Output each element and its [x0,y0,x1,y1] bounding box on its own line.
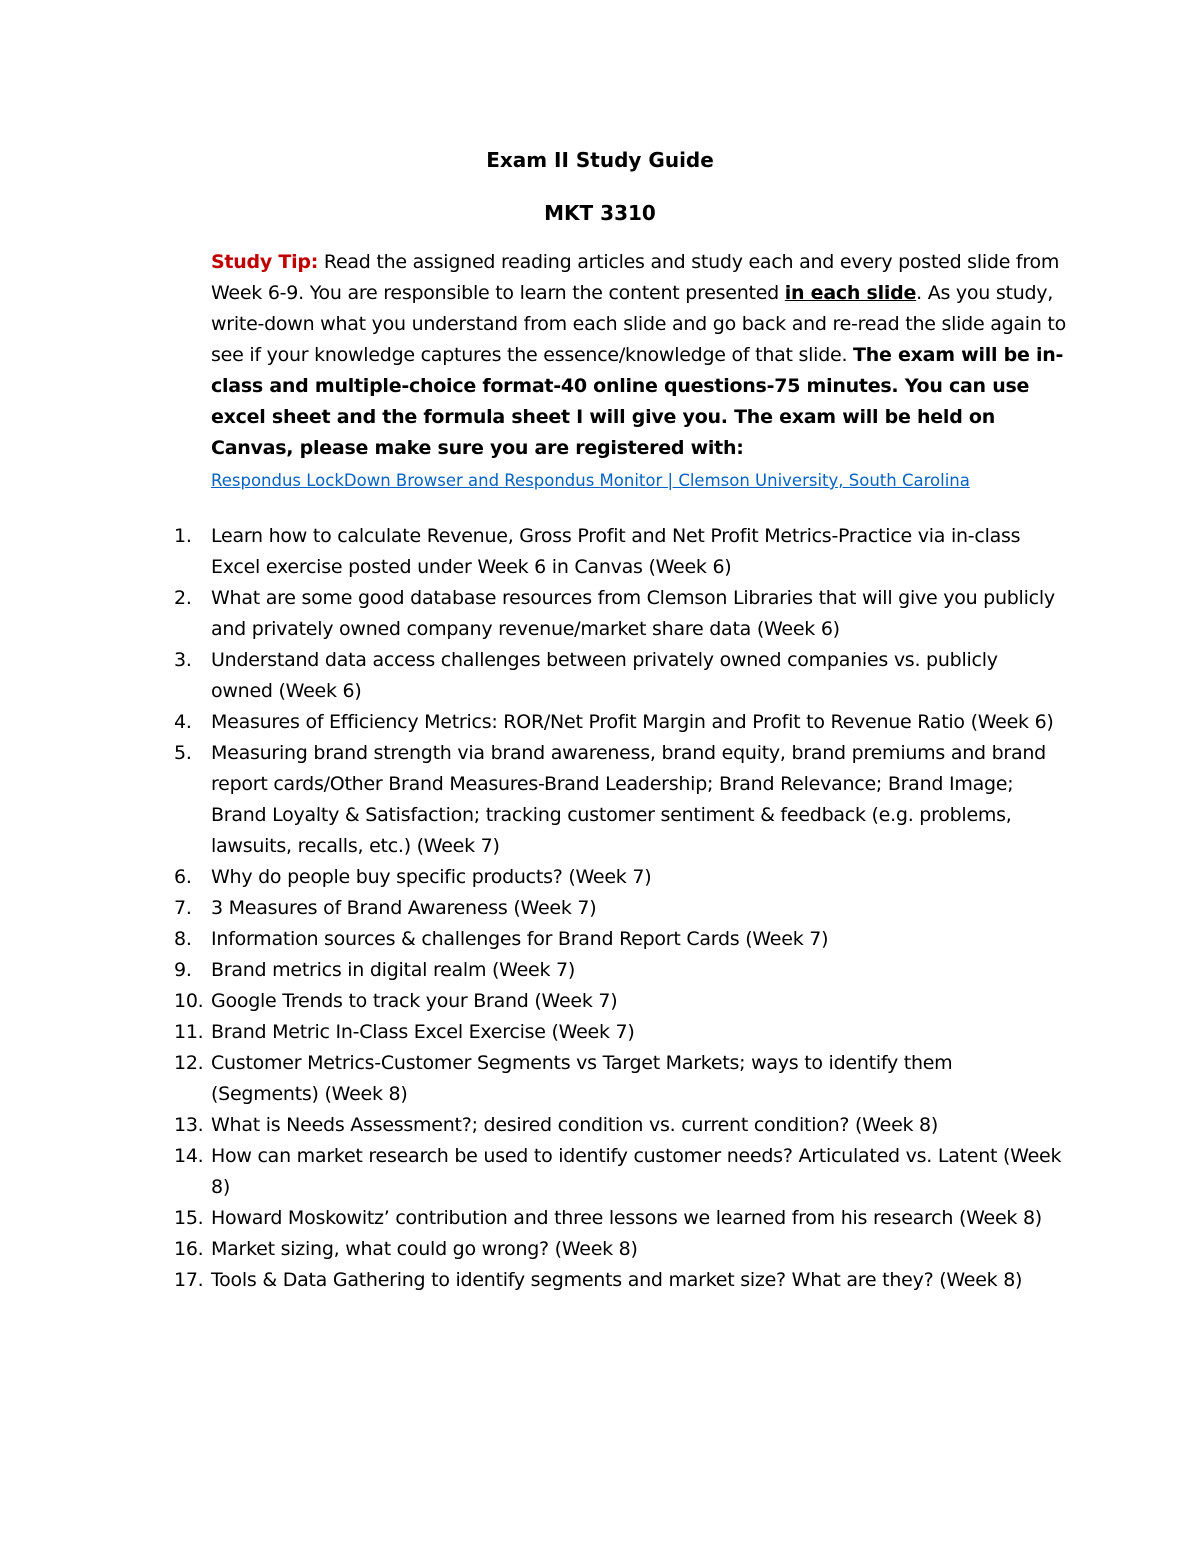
list-item-number: 15. [174,1207,204,1229]
list-item [0,707,1063,738]
list-item-text: How can market research be used to identify customer needs? Articulated vs. Latent (Week 8) [211,1145,1062,1198]
list-item-number: 1. [174,525,192,547]
list-item-text: Measuring brand strength via brand awareness, brand equity, brand premiums and brand report cards/Other Brand Measures-Brand Leadership; Brand Relevance; Brand Image; Brand Loyalty & Satisfaction; tracking customer sentiment & feedback (e.g. problems, lawsuits, recalls, etc.) (Week 7) [211,742,1046,857]
list-item-number: 12. [174,1052,204,1074]
list-item-text: Market sizing, what could go wrong? (Week 8) [211,1238,638,1260]
list-item-number: 5. [174,742,192,764]
list-item-number: 3. [174,649,192,671]
course-code: MKT 3310 [544,201,656,225]
list-item-text: Tools & Data Gathering to identify segments and market size? What are they? (Week 8) [211,1269,1023,1291]
list-item [0,1048,1063,1110]
list-item-number: 10. [174,990,204,1012]
list-item-text: Brand metrics in digital realm (Week 7) [211,959,576,981]
list-item [0,1203,1063,1234]
list-item [0,1234,1063,1265]
list-item-number: 16. [174,1238,204,1260]
list-item-text: Howard Moskowitz’ contribution and three lessons we learned from his research (Week 8) [211,1207,1042,1229]
list-item-text: Learn how to calculate Revenue, Gross Profit and Net Profit Metrics-Practice via in-class Excel exercise posted under Week 6 in Canvas (Week 6) [211,525,1021,578]
list-item [0,893,1063,924]
list-item [0,924,1063,955]
list-item-text: Why do people buy specific products? (Week 7) [211,866,652,888]
list-item-text: Google Trends to track your Brand (Week 7) [211,990,618,1012]
study-tip-text-2: . As you study, write-down what you understand from each slide and go back and re-read the slide again to see if your knowledge captures the essence/knowledge of that slide. [211,282,1066,366]
list-item-number: 7. [174,897,192,919]
list-item [0,583,1063,645]
study-topics-list [0,521,1200,1296]
study-tip-label: Study Tip: [211,251,319,273]
list-item-text: Information sources & challenges for Brand Report Cards (Week 7) [211,928,829,950]
list-item [0,1141,1063,1203]
document-title: Exam II Study Guide [486,148,714,172]
list-item-text: Understand data access challenges between privately owned companies vs. publicly owned (Week 6) [211,649,998,702]
study-tip-text-1: Read the assigned reading articles and study each and every posted slide from Week 6-9. You are responsible to learn the content presented [211,251,1060,304]
list-item [0,738,1063,862]
list-item [0,986,1063,1017]
list-item-number: 11. [174,1021,204,1043]
list-item [0,1265,1063,1296]
study-tip-paragraph [211,247,1071,496]
list-item [0,955,1063,986]
list-item-number: 4. [174,711,192,733]
list-item-text: Customer Metrics-Customer Segments vs Target Markets; ways to identify them (Segments) (Week 8) [211,1052,953,1105]
list-item [0,1017,1063,1048]
list-item-number: 17. [174,1269,204,1291]
list-item-text: 3 Measures of Brand Awareness (Week 7) [211,897,597,919]
list-item [0,1110,1063,1141]
list-item-number: 8. [174,928,192,950]
list-item [0,862,1063,893]
list-item-number: 9. [174,959,192,981]
list-item-text: Measures of Efficiency Metrics: ROR/Net Profit Margin and Profit to Revenue Ratio (Week 6) [211,711,1054,733]
list-item [0,645,1063,707]
list-item-number: 13. [174,1114,204,1136]
list-item-text: What is Needs Assessment?; desired condition vs. current condition? (Week 8) [211,1114,939,1136]
list-item [0,521,1063,583]
list-item-number: 14. [174,1145,204,1167]
respondus-link[interactable]: Respondus LockDown Browser and Respondus Monitor | Clemson University, South Carolina [211,471,970,490]
list-item-number: 2. [174,587,192,609]
list-item-number: 6. [174,866,192,888]
exam-info-text: The exam will be in-class and multiple-choice format-40 online questions-75 minutes. You can use excel sheet and the formula sheet I will give you. The exam will be held on Canvas, please make sure you are registered with: [211,344,1064,459]
list-item-text: What are some good database resources from Clemson Libraries that will give you publicly and privately owned company revenue/market share data (Week 6) [211,587,1055,640]
list-item-text: Brand Metric In-Class Excel Exercise (Week 7) [211,1021,635,1043]
study-tip-emphasis: in each slide [784,282,917,304]
